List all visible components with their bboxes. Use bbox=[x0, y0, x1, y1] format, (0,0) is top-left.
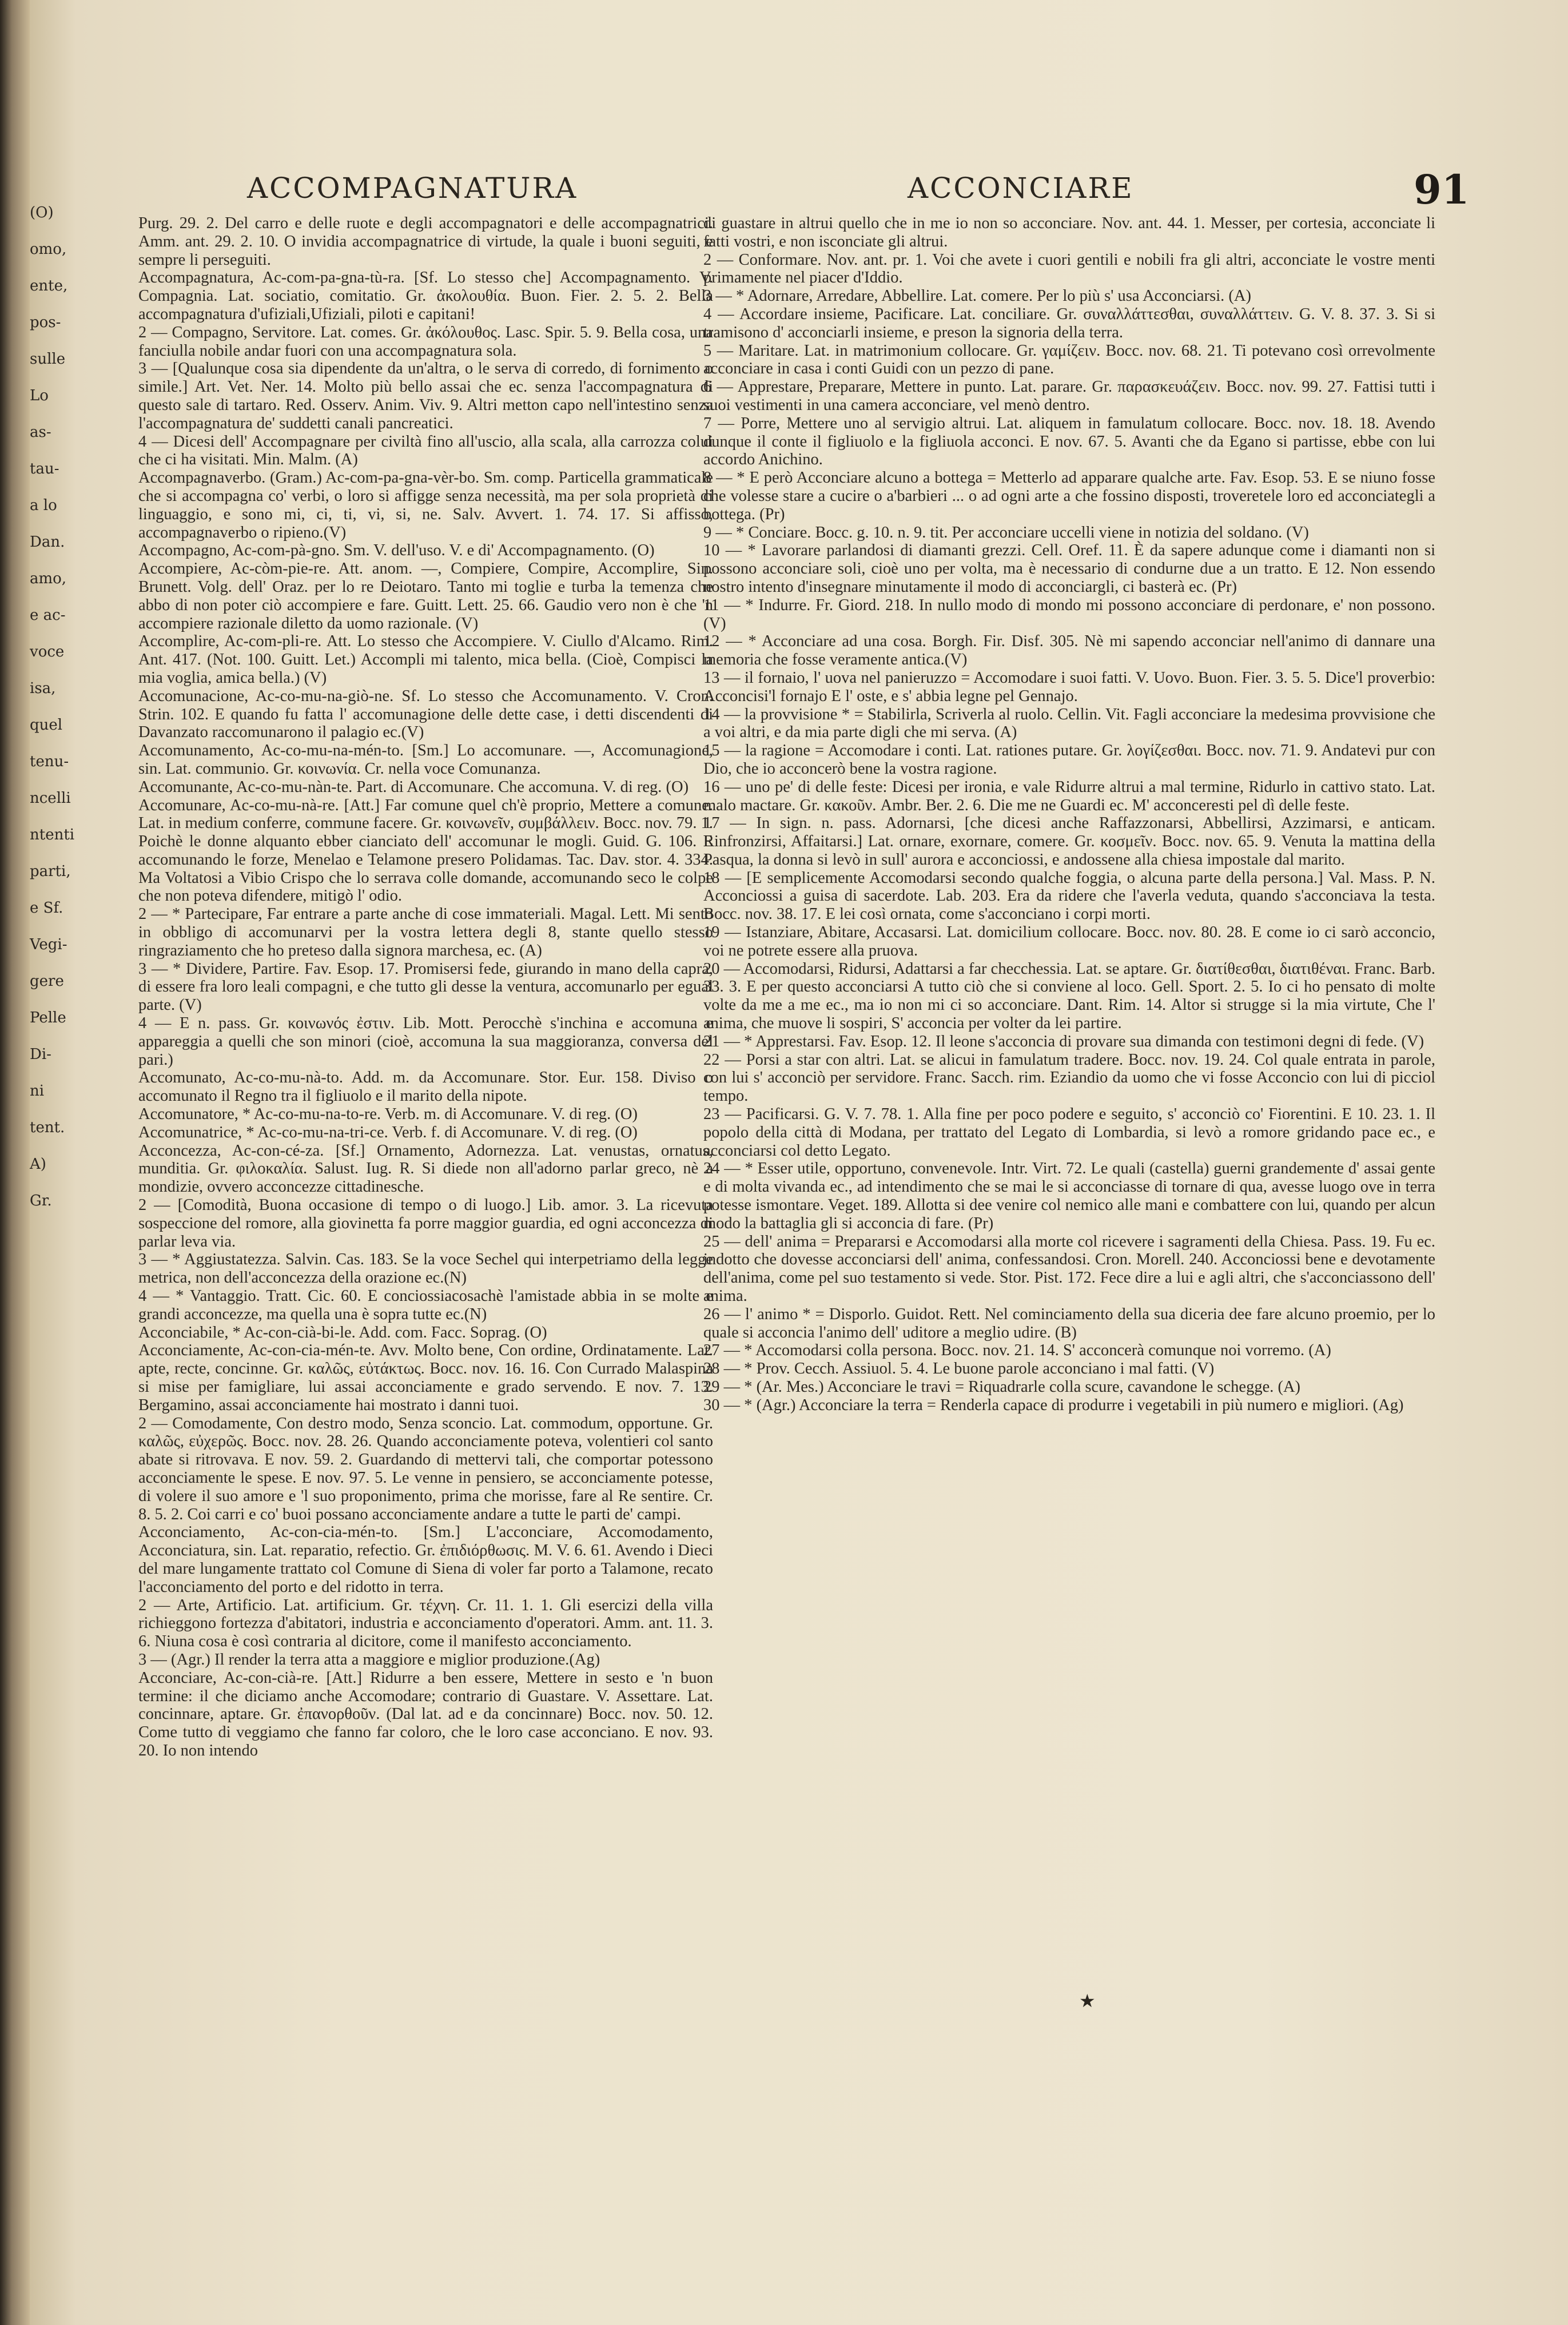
dictionary-entry: 3 — * Aggiustatezza. Salvin. Cas. 183. Se la voce Sechel qui interpetriamo della legge metrica, non dell'acconcezza della orazione ec.(N) bbox=[138, 1251, 713, 1287]
dictionary-entry: Accomunatore, * Ac-co-mu-na-to-re. Verb. m. di Accomunare. V. di reg. (O) bbox=[138, 1105, 638, 1124]
dictionary-entry: Purg. 29. 2. Del carro e delle ruote e degli accompagnatori e delle accompagnatrici. Amm. ant. 29. 2. 10. O invidia accompagnatrice di virtude, la quale i buoni seguiti, e sempre li perseguiti. bbox=[138, 214, 713, 269]
dictionary-entry: Accompagnatura, Ac-com-pa-gna-tù-ra. [Sf. Lo stesso che] Accompagnamento. V. Compagnia. Lat. sociatio, comitatio. Gr. ἀκολουθία. Buon. Fier. 2. 5. 2. Bella accompagnatura d'ufiziali,Ufiziali, piloti e capitani! bbox=[138, 269, 713, 323]
dictionary-entry: Accomunamento, Ac-co-mu-na-mén-to. [Sm.] Lo accomunare. —, Accomunagione, sin. Lat. communio. Gr. κοινωνία. Cr. nella voce Comunanza. bbox=[138, 742, 713, 778]
margin-fragment: tau- bbox=[30, 460, 59, 477]
dictionary-entry: 2 — Comodamente, Con destro modo, Senza sconcio. Lat. commodum, opportune. Gr. καλῶς, εὐχερῶς. Bocc. nov. 28. 26. Quando acconciamente poteva, volentieri col santo abate si ritrovava. E nov. 59. 2. Guardando di mettervi tali, che comportar potessono acconciamente le spese. E nov. 97. 5. Le venne in pensiero, se acconciamente potesse, di volere il suo amore e 'l suo proponimento, prima che morisse, fare al Re sentire. Cr. 8. 5. 2. Coi carri e co' buoi possano acconciamente andare a tutte le parti de' campi. bbox=[138, 1414, 713, 1523]
dictionary-entry: Accomunatrice, * Ac-co-mu-na-tri-ce. Verb. f. di Accomunare. V. di reg. (O) bbox=[138, 1123, 638, 1141]
margin-fragment: omo, bbox=[30, 241, 67, 258]
dictionary-entry: 30 — * (Agr.) Acconciare la terra = Renderla capace di produrre i vegetabili in più numero e migliori. (Ag) bbox=[703, 1396, 1404, 1414]
dictionary-entry: 2 — Arte, Artificio. Lat. artificium. Gr. τέχνη. Cr. 11. 1. 1. Gli esercizi della villa richieggono fortezza d'abitatori, industria e acconciamento d'operatori. Amm. ant. 11. 3. 6. Niuna cosa è così contraria al dicitore, come il manifesto acconciamento. bbox=[138, 1596, 713, 1651]
dictionary-entry: 5 — Maritare. Lat. in matrimonium collocare. Gr. γαμίζειν. Bocc. nov. 68. 21. Ti potevano così orrevolmente acconciare in casa i conti Guidi con un pezzo di pane. bbox=[703, 341, 1435, 378]
margin-fragment: A) bbox=[30, 1156, 46, 1173]
running-head-left: ACCOMPAGNATURA bbox=[247, 172, 578, 205]
right-column bbox=[703, 214, 1435, 2307]
dictionary-entry: Accomplire, Ac-com-pli-re. Att. Lo stesso che Accompiere. V. Ciullo d'Alcamo. Rim. Ant. 417. (Not. 100. Guitt. Let.) Accompli mi talento, mica bella. (Cioè, Compisci la mia voglia, amica bella.) (V) bbox=[138, 632, 713, 687]
margin-fragment: as- bbox=[30, 424, 51, 441]
margin-fragment: (O) bbox=[30, 204, 54, 221]
dictionary-entry: 13 — il fornaio, l' uova nel panieruzzo = Accomodare i suoi fatti. V. Uovo. Buon. Fier. 3. 5. 5. Dice'l proverbio: Acconcisi'l fornajo E l' oste, e s' abbia legne pel Gennajo. bbox=[703, 668, 1435, 705]
margin-fragment: a lo bbox=[30, 497, 57, 514]
dictionary-entry: Accompagno, Ac-com-pà-gno. Sm. V. dell'uso. V. e di' Accompagnamento. (O) bbox=[138, 542, 655, 560]
dictionary-entry: Accomunante, Ac-co-mu-nàn-te. Part. di Accomunare. Che accomuna. V. di reg. (O) bbox=[138, 778, 689, 796]
dictionary-entry: 4 — Dicesi dell' Accompagnare per civiltà fino all'uscio, alla scala, alla carrozza colui che ci ha visitati. Min. Malm. (A) bbox=[138, 432, 713, 469]
dictionary-entry: 17 — In sign. n. pass. Adornarsi, [che dicesi anche Raffazzonarsi, Abbellirsi, Azzimarsi, e anticam. Rinfronzirsi, Affaitarsi.] Lat. ornare, exornare, comere. Gr. κοσμεῖν. Bocc. nov. 65. 9. Venuta la mattina della Pasqua, la donna si levò in sull' aurora e acconciossi, e andossene alla chiesa impostale dal marito. bbox=[703, 814, 1435, 869]
dictionary-entry: 22 — Porsi a star con altri. Lat. se alicui in famulatum tradere. Bocc. nov. 19. 24. Col quale entrata in parole, con lui s' acconciò per servidore. Franc. Sacch. rim. Eziandio da uomo che vi fosse Acconcio con lui di picciol tempo. bbox=[703, 1050, 1435, 1105]
margin-fragment: ncelli bbox=[30, 790, 71, 807]
dictionary-entry: 26 — l' animo * = Disporlo. Guidot. Rett. Nel cominciamento della sua diceria dee fare alcuno proemio, per lo quale si acconcia l'animo dell' uditore a meglio udire. (B) bbox=[703, 1305, 1435, 1341]
dictionary-entry: 16 — uno pe' di delle feste: Dicesi per ironia, e vale Ridurre altrui a mal termine, Ridurlo in cattivo stato. Lat. malo mactare. Gr. κακοῦν. Ambr. Ber. 2. 6. Die me ne Guardi ec. M' acconceresti pel dì delle feste. bbox=[703, 778, 1435, 814]
dictionary-entry: 14 — la provvisione * = Stabilirla, Scriverla al ruolo. Cellin. Vit. Fagli acconciare la medesima provvisione che a voi altri, e da mia parte digli che mi serva. (A) bbox=[703, 705, 1435, 742]
dictionary-entry: 4 — * Vantaggio. Tratt. Cic. 60. E conciossiacosachè l'amistade abbia in se molte e grandi acconcezze, ma quella una è sopra tutte ec.(N) bbox=[138, 1287, 713, 1323]
dictionary-entry: Acconciamente, Ac-con-cia-mén-te. Avv. Molto bene, Con ordine, Ordinatamente. Lat. apte, recte, concinne. Gr. καλῶς, εὐτάκτως. Bocc. nov. 16. 16. Con Currado Malaspina si mise per famigliare, lui assai acconciamente e grado servendo. E nov. 7. 13. Bergamino, assai acconciamente hai mostrato i danni tuoi. bbox=[138, 1341, 713, 1414]
dictionary-page bbox=[30, 0, 1568, 2325]
dictionary-entry: 18 — [E semplicemente Accomodarsi secondo qualche foggia, o alcuna parte della persona.] Val. Mass. P. N. Acconciossi a guisa di sacerdote. Lab. 203. Era da ridere che l'averla veduta, quando s'acconciava la testa. Bocc. nov. 38. 17. E lei così ornata, come s'acconciano i corpi morti. bbox=[703, 869, 1435, 923]
dictionary-entry: 2 — * Partecipare, Far entrare a parte anche di cose immateriali. Magal. Lett. Mi sento in obbligo di accomunarvi per la vostra lettera degli 8, stante quello stesso ringraziamento che ho preteso dalla signora marchesa, ec. (A) bbox=[138, 905, 713, 960]
dictionary-entry: Acconciamento, Ac-con-cia-mén-to. [Sm.] L'acconciare, Accomodamento, Acconciatura, sin. Lat. reparatio, refectio. Gr. ἐπιδιόρθωσις. M. V. 6. 61. Avendo i Dieci del mare lungamente trattato col Comune di Siena di voler far porto a Talamone, recato l'acconciamento del porto e del ridotto in terra. bbox=[138, 1523, 713, 1596]
margin-fragment: ente, bbox=[30, 277, 68, 294]
dictionary-entry: Accompagnaverbo. (Gram.) Ac-com-pa-gna-vèr-bo. Sm. comp. Particella grammaticale che si accompagna co' verbi, o loro si affigge senza necessità, ma per sola proprietà di linguaggio, e sono mi, ci, ti, vi, si, ne. Salv. Avvert. 1. 74. 17. Si affisso, accompagnaverbo o ripieno.(V) bbox=[138, 469, 713, 542]
dictionary-entry: 29 — * (Ar. Mes.) Acconciare le travi = Riquadrarle colla scure, cavandone le schegge. (A) bbox=[703, 1378, 1301, 1396]
dictionary-entry: 4 — E n. pass. Gr. κοινωνός ἐστιν. Lib. Mott. Perocchè s'inchina e accomuna e appareggia a quelli che son minori (cioè, accomuna la sua maggioranza, conversa del pari.) bbox=[138, 1014, 713, 1069]
dictionary-entry: 2 — [Comodità, Buona occasione di tempo o di luogo.] Lib. amor. 3. La ricevuta sospeccione del romore, alla giovinetta fa porre maggior guardia, ed ogni acconcezza di parlar leva via. bbox=[138, 1196, 713, 1251]
dictionary-entry: 27 — * Accomodarsi colla persona. Bocc. nov. 21. 14. S' acconcerà comunque noi vorremo. (A) bbox=[703, 1341, 1331, 1360]
margin-fragment: parti, bbox=[30, 863, 71, 880]
margin-fragment: quel bbox=[30, 716, 63, 734]
dictionary-entry: Accomunato, Ac-co-mu-nà-to. Add. m. da Accomunare. Stor. Eur. 158. Diviso o accomunato il Regno tra il figliuolo e il marito della nipote. bbox=[138, 1069, 713, 1105]
dictionary-entry: 20 — Accomodarsi, Ridursi, Adattarsi a far checchessia. Lat. se aptare. Gr. διατίθεσθαι, διατιθέναι. Franc. Barb. 33. 3. E per questo acconciarsi A tutto ciò che si conviene al loco. Gell. Sport. 2. 5. Io ci ho pensato di molte volte da me a me ec., ma io non mi ci so acconciare. Dant. Rim. 14. Altor si strugge si la mia virtute, Che l' anima, che muove li sospiri, S' acconcia per volter da lei partire. bbox=[703, 960, 1435, 1033]
dictionary-entry: 6 — Apprestare, Preparare, Mettere in punto. Lat. parare. Gr. παρασκευάζειν. Bocc. nov. 99. 27. Fattisi tutti i suoi vestimenti in una camera acconciare, vel menò dentro. bbox=[703, 378, 1435, 414]
margin-fragment: ni bbox=[30, 1082, 45, 1100]
dictionary-entry: 3 — * Dividere, Partire. Fav. Esop. 17. Promisersi fede, giurando in mano della capra, di essere fra loro leali compagni, e che tutto gli desse la ventura, accomunarlo per egual parte. (V) bbox=[138, 960, 713, 1014]
dictionary-entry: 25 — dell' anima = Prepararsi e Accomodarsi alla morte col ricevere i sagramenti della Chiesa. Pass. 19. Fu ec. indotto che dovesse acconciarsi dell' anima, confessandosi. Cron. Morell. 240. Acconciossi bene e devotamente dell'anima, come pel suo testamento si vede. Stor. Pist. 172. Fece dire a lui e agli altri, che s'acconciassono dell' anima. bbox=[703, 1232, 1435, 1305]
dictionary-entry: 23 — Pacificarsi. G. V. 7. 78. 1. Alla fine per poco podere e seguito, s' acconciò co' Fiorentini. E 10. 23. 1. Il popolo della città di Modana, per trattato del Legato di Lombardia, si levò a romore gridando pace ec., e acconciarsi col detto Legato. bbox=[703, 1105, 1435, 1160]
margin-fragment: Dan. bbox=[30, 534, 65, 551]
margin-fragment: tent. bbox=[30, 1119, 65, 1136]
dictionary-entry: 8 — * E però Acconciare alcuno a bottega = Metterlo ad apparare qualche arte. Fav. Esop. 53. E se niuno fosse che volesse stare a cucire o a'barbieri ... o ad ogni arte a che fossino disposti, troveretele loro ed acconciategli a bottega. (Pr) bbox=[703, 469, 1435, 523]
margin-fragment: sulle bbox=[30, 351, 66, 368]
margin-fragment: ntenti bbox=[30, 826, 75, 843]
book-gutter-edge bbox=[0, 0, 30, 2325]
dictionary-entry: 11 — * Indurre. Fr. Giord. 218. In nullo modo di mondo mi possono acconciare di perdonare, e' non possono. (V) bbox=[703, 596, 1435, 632]
dictionary-entry: Acconcezza, Ac-con-cé-za. [Sf.] Ornamento, Adornezza. Lat. venustas, ornatus, munditia. Gr. φιλοκαλία. Salust. Iug. R. Si diede non all'adorno parlar greco, nè a mondizie, ovvero acconcezze cittadinesche. bbox=[138, 1141, 713, 1196]
margin-fragment: e ac- bbox=[30, 607, 66, 624]
margin-fragment: pos- bbox=[30, 314, 61, 331]
margin-fragment: e Sf. bbox=[30, 899, 63, 917]
margin-fragment: Vegi- bbox=[30, 936, 67, 953]
margin-fragment: Lo bbox=[30, 387, 49, 404]
dictionary-entry: 7 — Porre, Mettere uno al servigio altrui. Lat. aliquem in famulatum collocare. Bocc. nov. 18. 18. Avendo dunque il conte il figliuolo e la figliuola acconci. E nov. 67. 5. Avanti che da Egano si partisse, ebbe con lui accordo Anichino. bbox=[703, 414, 1435, 469]
page-number: 91 bbox=[1414, 166, 1470, 213]
dictionary-entry: di guastare in altrui quello che in me io non so acconciare. Nov. ant. 44. 1. Messer, per cortesia, acconciate li fatti vostri, e non isconciate gli altrui. bbox=[703, 214, 1435, 250]
margin-fragment: Di- bbox=[30, 1046, 51, 1063]
dictionary-entry: 24 — * Esser utile, opportuno, convenevole. Intr. Virt. 72. Le quali (castella) guerni grandemente d' assai gente e di molta vivanda ec., ad intendimento che se mai le si acconciasse di tornare di qua, avesse luogo ove in terra potesse ismontare. Veget. 189. Allotta si dee venire col nemico alle mani e combattere con lui, quando per alcun modo la battaglia gli si acconcia di fare. (Pr) bbox=[703, 1160, 1435, 1232]
dictionary-entry: Accomunacione, Ac-co-mu-na-giò-ne. Sf. Lo stesso che Accomunamento. V. Cron. Strin. 102. E quando fu fatta l' accomunagione delle dette case, i detti discendenti di Davanzato raccomunarono il palagio ec.(V) bbox=[138, 687, 713, 742]
previous-page-margin-fragments bbox=[30, 194, 75, 1219]
dictionary-entry: 12 — * Acconciare ad una cosa. Borgh. Fir. Disf. 305. Nè mi sapendo acconciar nell'animo di dannare una memoria che fosse veramente antica.(V) bbox=[703, 632, 1435, 669]
dictionary-entry: Acconciare, Ac-con-cià-re. [Att.] Ridurre a ben essere, Mettere in sesto e 'n buon termine: il che diciamo anche Accomodare; contrario di Guastare. V. Assettare. Lat. concinnare, aptare. Gr. ἐπανορθοῦν. (Dal lat. ad e da concinnare) Bocc. nov. 50. 12. Come tutto di veggiamo che fanno far coloro, che le loro case acconciano. E nov. 93. 20. Io non intendo bbox=[138, 1669, 713, 1759]
dictionary-entry: 3 — (Agr.) Il render la terra atta a maggiore e miglior produzione.(Ag) bbox=[138, 1650, 600, 1669]
dictionary-entry: 19 — Istanziare, Abitare, Accasarsi. Lat. domicilium collocare. Bocc. nov. 80. 28. E come io ci sarò acconcio, voi ne potrete essere alla pruova. bbox=[703, 923, 1435, 960]
dictionary-entry: 3 — [Qualunque cosa sia dipendente da un'altra, o le serva di corredo, di fornimento o simile.] Art. Vet. Ner. 14. Molto più bello assai che ec. senza l'accompagnatura di questo sale di tartaro. Red. Osserv. Anim. Viv. 9. Altri metton capo nell'intestino senza l'accompagnatura de' suddetti canali pancreatici. bbox=[138, 360, 713, 432]
dictionary-entry: 2 — Conformare. Nov. ant. pr. 1. Voi che avete i cuori gentili e nobili fra gli altri, acconciate le vostre menti primamente nel piacer d'Iddio. bbox=[703, 250, 1435, 287]
dictionary-entry: 3 — * Adornare, Arredare, Abbellire. Lat. comere. Per lo più s' usa Acconciarsi. (A) bbox=[703, 287, 1251, 305]
dictionary-entry: 15 — la ragione = Accomodare i conti. Lat. rationes putare. Gr. λογίζεσθαι. Bocc. nov. 71. 9. Andatevi pur con Dio, che io acconcerò bene la vostra ragione. bbox=[703, 742, 1435, 778]
dictionary-entry: Acconciabile, * Ac-con-cià-bi-le. Add. com. Facc. Soprag. (O) bbox=[138, 1323, 547, 1341]
margin-fragment: isa, bbox=[30, 680, 56, 697]
dictionary-entry: 9 — * Conciare. Bocc. g. 10. n. 9. tit. Per acconciare uccelli viene in notizia del soldano. (V) bbox=[703, 523, 1309, 542]
end-mark: ★ bbox=[1079, 1990, 1096, 2012]
margin-fragment: Gr. bbox=[30, 1192, 52, 1209]
dictionary-entry: 4 — Accordare insieme, Pacificare. Lat. conciliare. Gr. συναλλάττεσθαι, συναλλάττειν. G. V. 8. 37. 3. Si si tramisono d' acconciarli insieme, e preson la signoria della terra. bbox=[703, 305, 1435, 341]
dictionary-entry: 28 — * Prov. Cecch. Assiuol. 5. 4. Le buone parole acconciano i mal fatti. (V) bbox=[703, 1360, 1215, 1378]
margin-fragment: Pelle bbox=[30, 1009, 66, 1026]
margin-fragment: amo, bbox=[30, 570, 67, 587]
running-head-right: ACCONCIARE bbox=[908, 172, 1134, 205]
dictionary-entry: Accomunare, Ac-co-mu-nà-re. [Att.] Far comune quel ch'è proprio, Mettere a comune. Lat. in medium conferre, commune facere. Gr. κοινωνεῖν, συμβάλλειν. Bocc. nov. 79. 1. Poichè le donne alquanto ebber cianciato dell' accomunar le mogli. Guid. G. 106. E accomunando le forze, Menelao e Telamone presero Polidamas. Tac. Dav. stor. 4. 334. Ma Voltatosi a Vibio Crispo che lo serrava colle domande, accomunando seco le colpe che non poteva difendere, mitigò l' odio. bbox=[138, 796, 713, 905]
margin-fragment: tenu- bbox=[30, 753, 69, 770]
dictionary-entry: Accompiere, Ac-còm-pie-re. Att. anom. —, Compiere, Compire, Accomplire, Sin. Brunett. Volg. dell' Oraz. per lo re Deiotaro. Tanto mi toglie e turba la temenza che abbo di non poter ciò accompiere e fare. Guitt. Lett. 25. 66. Gaudio vero non è che 'n accompiere razionale diletto da uomo razionale. (V) bbox=[138, 560, 713, 632]
margin-fragment: gere bbox=[30, 973, 64, 990]
dictionary-entry: 2 — Compagno, Servitore. Lat. comes. Gr. ἀκόλουθος. Lasc. Spir. 5. 9. Bella cosa, una fanciulla nobile andar fuori con una accompagnatura sola. bbox=[138, 323, 713, 360]
dictionary-entry: 10 — * Lavorare parlandosi di diamanti grezzi. Cell. Oref. 11. È da sapere adunque come i diamanti non si possono acconciare soli, cioè uno per volta, ma è necessario di condurne due a un tratto. E 12. Non essendo nostro intento d'insegnare minutamente il modo di acconciargli, ci basterà ec. (Pr) bbox=[703, 542, 1435, 596]
margin-fragment: voce bbox=[30, 643, 65, 660]
left-column bbox=[138, 214, 713, 2313]
dictionary-entry: 21 — * Apprestarsi. Fav. Esop. 12. Il leone s'acconcia di provare sua dimanda con testimoni degni di fede. (V) bbox=[703, 1032, 1424, 1050]
